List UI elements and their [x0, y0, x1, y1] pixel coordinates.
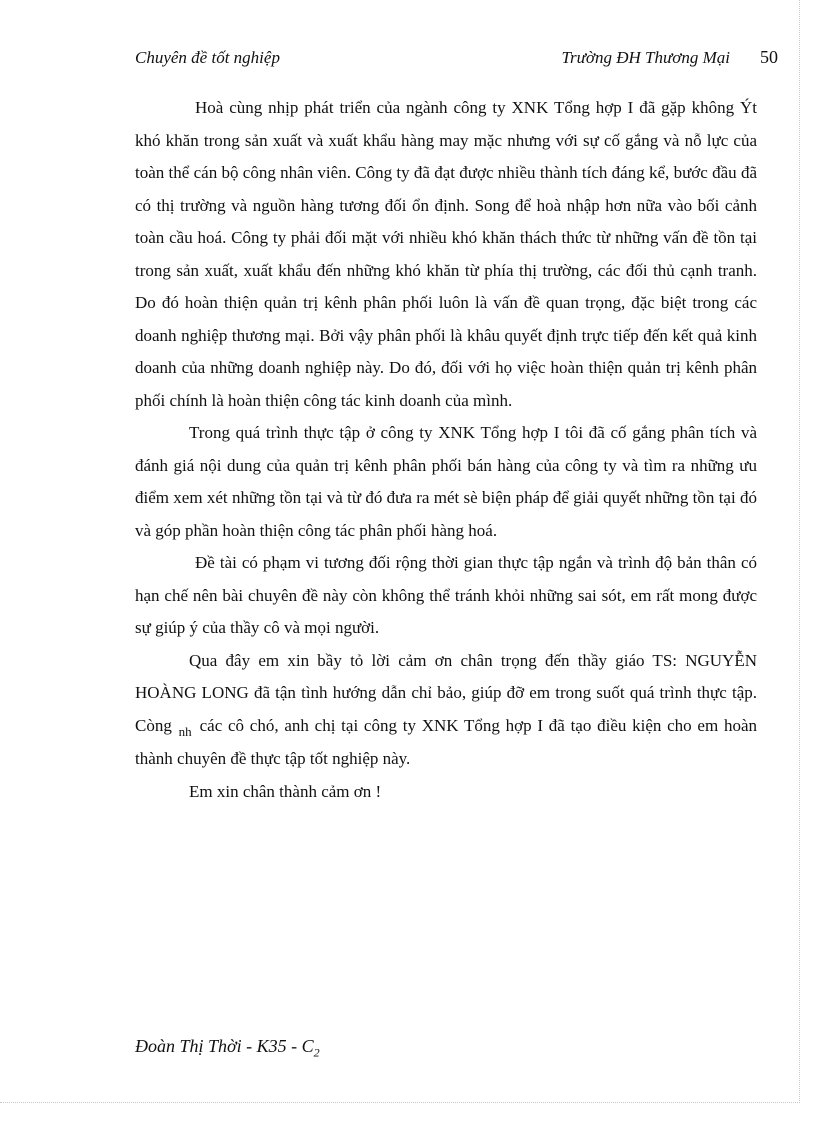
closing-line: Em xin chân thành cảm ơn ! — [189, 781, 382, 801]
page-footer — [135, 1036, 320, 1061]
footer-subscript: 2 — [313, 1045, 320, 1060]
thanks-small-text: nh — [178, 723, 192, 739]
thanks-part-1: Qua đây em xin bầy tỏ lời cảm ơn chân trọng đến thầy giáo TS: NGUYỄN HOÀNG LONG đã tận tình hướng dẫn chỉ bảo, giúp đỡ em trong suốt quá trình thực tập. Còng — [135, 650, 757, 735]
paragraph-3: Đề tài có phạm vi tương đối rộng thời gian thực tập ngắn và trình độ bản thân có hạn chế nên bài chuyên đề này còn không thể tránh khỏi những sai sót, em rất mong được sự giúp ý của thầy cô và mọi người. — [135, 553, 757, 637]
header-left-title: Chuyên đề tốt nghiệp — [135, 48, 280, 67]
body-text — [135, 92, 757, 808]
page-number: 50 — [760, 47, 778, 67]
thanks-part-2: các cô chó, anh chị tại công ty XNK Tổng hợp I đã tạo điều kiện cho em hoàn thành chuyên đề thực tập tốt nghiệp này. — [135, 715, 758, 768]
paragraph-1: Hoà cùng nhịp phát triển của ngành công ty XNK Tổng hợp I đã gặp không Ýt khó khăn trong sản xuất và xuất khẩu hàng may mặc nhưng với sự cố gắng và nỗ lực của toàn thể cán bộ công nhân viên. Công ty đã đạt được nhiều thành tích đáng kể, bước đầu đã có thị trường và nguồn hàng tương đối ổn định. Song để hoà nhập hơn nữa vào bối cảnh toàn cầu hoá. Công ty phải đối mặt với nhiều khó khăn thách thức từ những vấn đề tồn tại trong sản xuất, xuất khẩu đến những khó khăn từ phía thị trường, các đối thủ cạnh tranh. Do đó hoàn thiện quản trị kênh phân phối luôn là vấn đề quan trọng, đặc biệt trong các doanh nghiệp thương mại. Bởi vậy phân phối là khâu quyết định trực tiếp đến kết quả kinh doanh của những doanh nghiệp này. Do đó, đối với họ việc hoàn thiện quản trị kênh phân phối chính là hoàn thiện công tác kinh doanh của mình. — [135, 98, 757, 410]
paragraph-thanks — [135, 645, 757, 776]
paragraph-2: Trong quá trình thực tập ở công ty XNK Tổng hợp I tôi đã cố gắng phân tích và đánh giá nội dung của quản trị kênh phân phối bán hàng của công ty và tìm ra những ưu điểm xem xét những tồn tại và từ đó đưa ra mét sè biện pháp để giải quyết những tồn tại đó và góp phần hoàn thiện công tác phân phối hàng hoá. — [135, 423, 757, 540]
page-header — [135, 48, 778, 72]
footer-author: Đoàn Thị Thời - K35 - C — [135, 1036, 314, 1056]
header-right-title: Trường ĐH Thương Mại — [561, 48, 730, 67]
